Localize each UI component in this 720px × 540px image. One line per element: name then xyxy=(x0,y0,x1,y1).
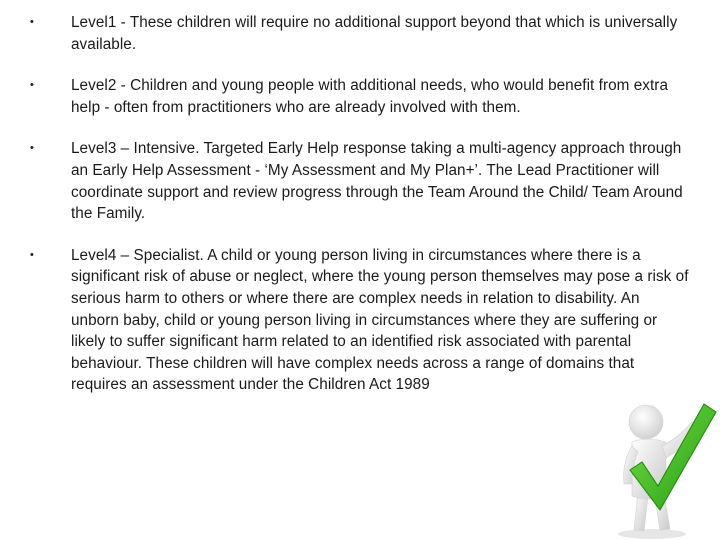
bullet-item-level4 xyxy=(30,245,690,396)
bullet-marker: • xyxy=(30,248,34,261)
bullet-item-level2 xyxy=(30,75,690,118)
bullet-list xyxy=(30,12,690,416)
bullet-text-level2: Level2 - Children and young people with additional needs, who would benefit from extra help - often from practitioners who are already involved with them. xyxy=(71,77,669,116)
bullet-item-level3 xyxy=(30,138,690,224)
bullet-text-level4: Level4 – Specialist. A child or young person living in circumstances where there is a significant risk of abuse or neglect, where the young person themselves may pose a risk of serious harm to others or where there are complex needs in relation to disability. An unborn baby, child or young person living in circumstances where they are suffering or likely to suffer significant harm related to an identified risk associated with parental behaviour. These children will have complex needs across a range of domains that requires an assessment under the Children Act 1989 xyxy=(71,246,689,394)
bullet-marker: • xyxy=(30,16,34,28)
bullet-marker: • xyxy=(30,79,34,92)
bullet-text-level3: Level3 – Intensive. Targeted Early Help response taking a multi-agency approach through an Early Help Assessment - ‘My Assessment and My Plan+’. The Lead Practitioner will coordinate support and review progress through the Team Around the Child/ Team Around the Family. xyxy=(71,140,683,223)
bullet-marker: • xyxy=(30,142,34,155)
bullet-item-level1 xyxy=(30,12,690,55)
figure-with-checkmark-icon xyxy=(608,392,720,540)
bullet-text-level1: Level1 - These children will require no additional support beyond that which is universally available. xyxy=(71,14,678,53)
